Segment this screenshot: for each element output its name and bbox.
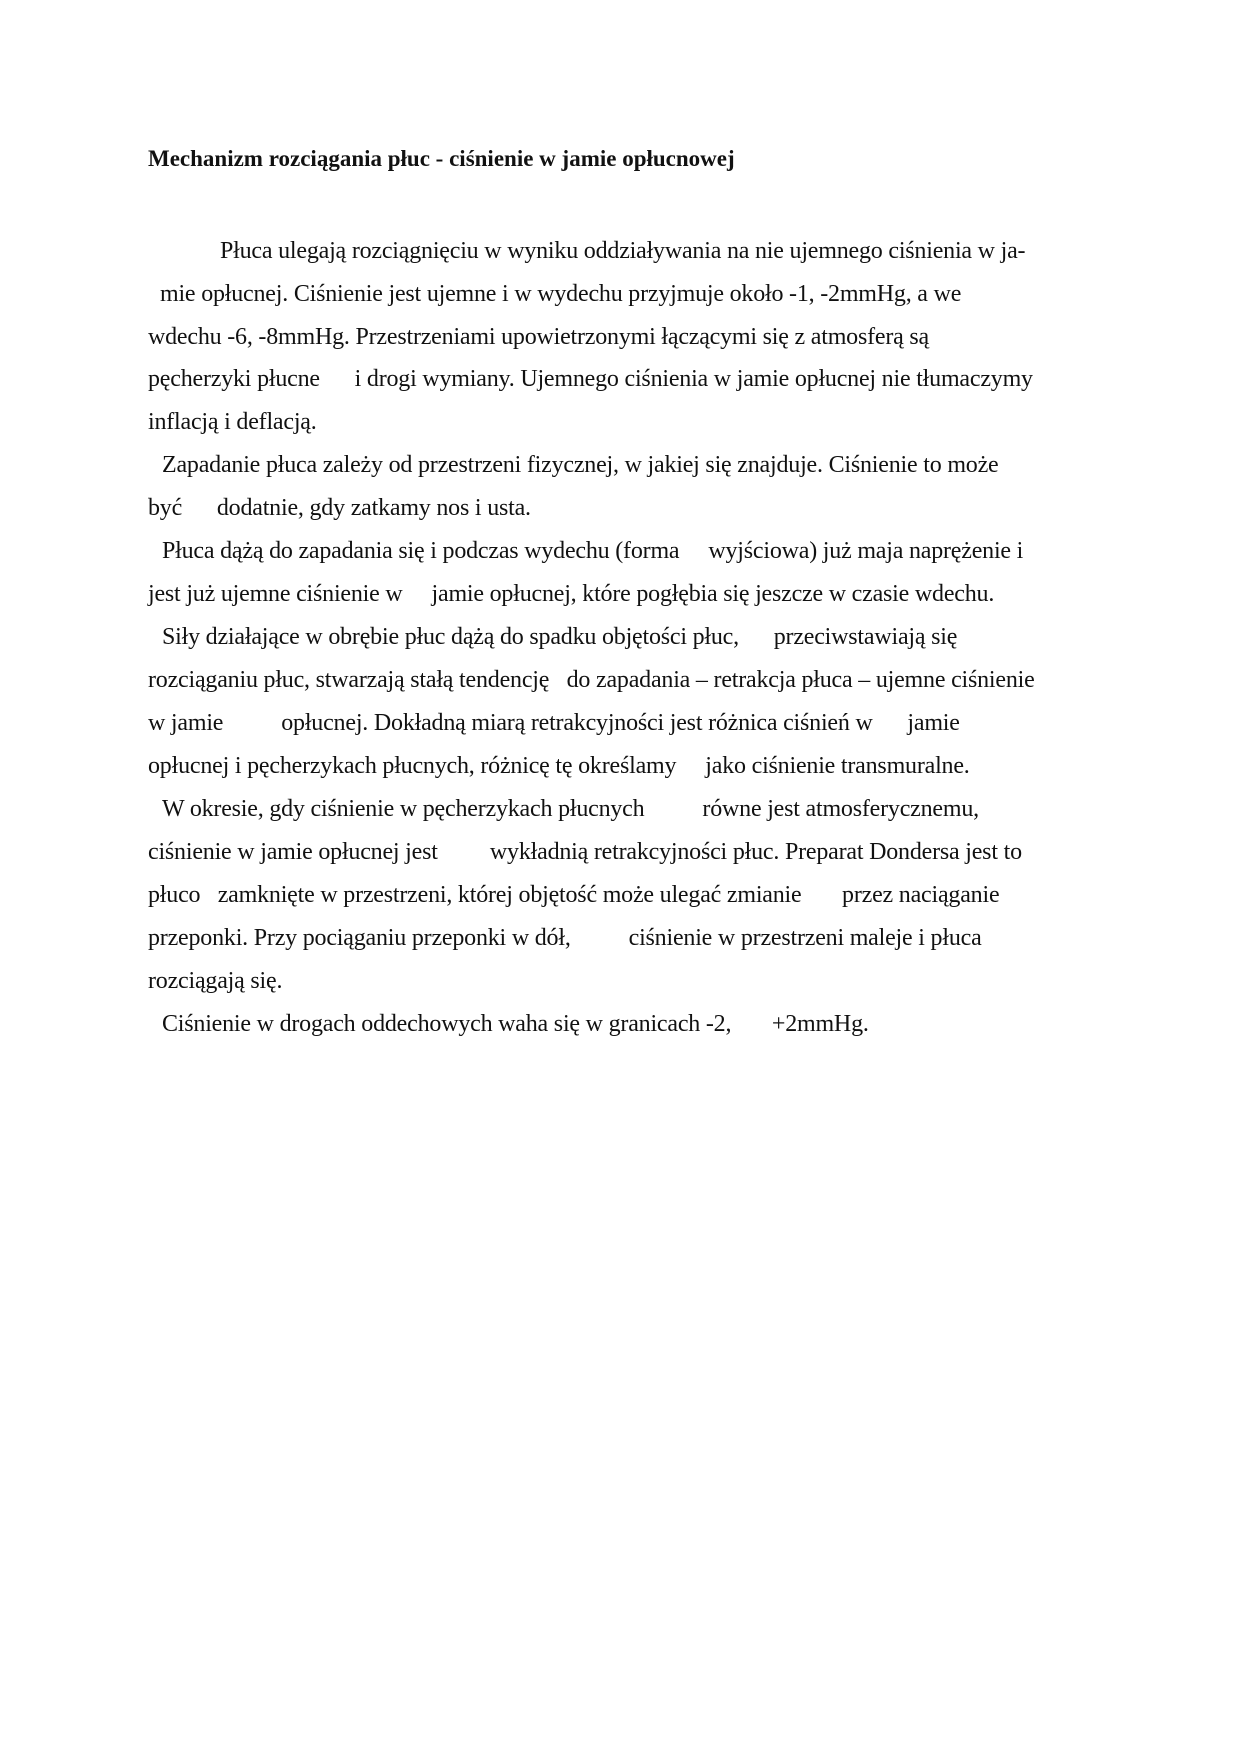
text-line-14: W okresie, gdy ciśnienie w pęcherzykach płucnych równe jest atmosferycznemu,	[162, 796, 979, 822]
text-line-19: Ciśnienie w drogach oddechowych waha się w granicach -2, +2mmHg.	[162, 1011, 869, 1037]
text-line-18: rozciągają się.	[148, 968, 283, 994]
text-line-11: rozciąganiu płuc, stwarzają stałą tendencję do zapadania – retrakcja płuca – ujemne ciśnienie	[148, 667, 1035, 693]
text-line-1: Płuca ulegają rozciągnięciu w wyniku oddziaływania na nie ujemnego ciśnienia w ja-	[220, 238, 1026, 264]
text-line-12: w jamie opłucnej. Dokładną miarą retrakcyjności jest różnica ciśnień w jamie	[148, 710, 960, 736]
text-line-16: płuco zamknięte w przestrzeni, której objętość może ulegać zmianie przez naciąganie	[148, 882, 1000, 908]
text-line-7: być dodatnie, gdy zatkamy nos i usta.	[148, 495, 531, 521]
text-line-4: pęcherzyki płucne i drogi wymiany. Ujemnego ciśnienia w jamie opłucnej nie tłumaczymy	[148, 366, 1033, 392]
document-title: Mechanizm rozciągania płuc - ciśnienie w jamie opłucnowej	[148, 146, 735, 171]
text-line-2: mie opłucnej. Ciśnienie jest ujemne i w wydechu przyjmuje około -1, -2mmHg, a we	[160, 281, 962, 307]
text-line-8: Płuca dążą do zapadania się i podczas wydechu (forma wyjściowa) już maja naprężenie i	[162, 538, 1024, 564]
text-line-9: jest już ujemne ciśnienie w jamie opłucnej, które pogłębia się jeszcze w czasie wdechu.	[148, 581, 995, 607]
text-line-3: wdechu -6, -8mmHg. Przestrzeniami upowietrzonymi łączącymi się z atmosferą są	[148, 324, 929, 350]
text-line-6: Zapadanie płuca zależy od przestrzeni fizycznej, w jakiej się znajduje. Ciśnienie to może	[162, 452, 999, 478]
text-line-5: inflacją i deflacją.	[148, 409, 317, 435]
text-line-17: przeponki. Przy pociąganiu przeponki w dół, ciśnienie w przestrzeni maleje i płuca	[148, 925, 982, 951]
text-line-13: opłucnej i pęcherzykach płucnych, różnicę tę określamy jako ciśnienie transmuralne.	[148, 753, 970, 779]
text-line-15: ciśnienie w jamie opłucnej jest wykładnią retrakcyjności płuc. Preparat Dondersa jest to	[148, 839, 1022, 865]
text-line-10: Siły działające w obrębie płuc dążą do spadku objętości płuc, przeciwstawiają się	[162, 624, 958, 650]
